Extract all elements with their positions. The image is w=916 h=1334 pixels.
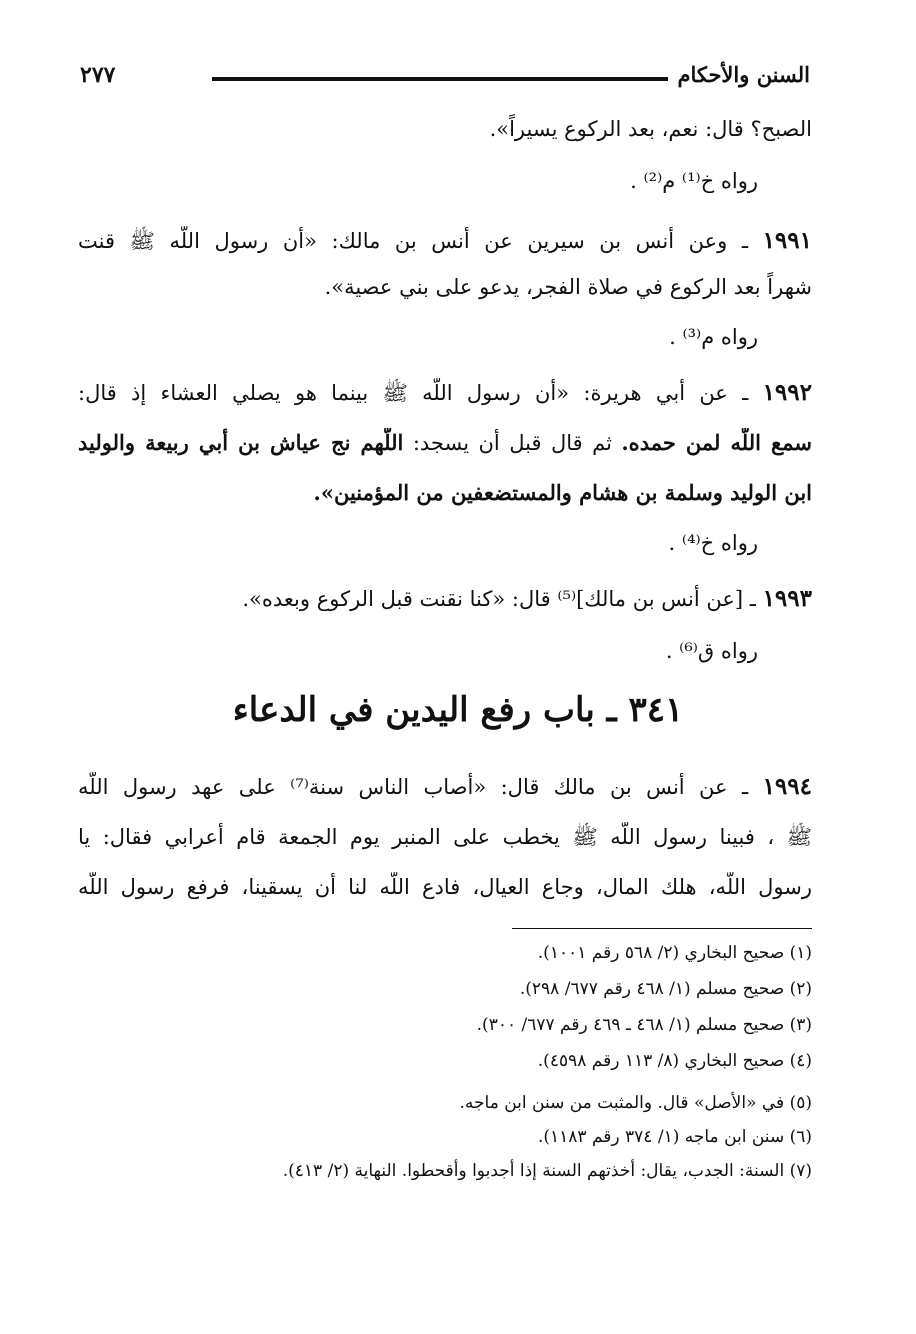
hadith-1994-line-2: ﷺ ، فبينا رسول اللّه ﷺ يخطب على المنبر يوم الجمعة قام أعرابي فقال: يا	[78, 825, 812, 849]
footnote-4: (٤) صحيح البخاري (٨/ ١١٣ رقم ٤٥٩٨).	[537, 1051, 812, 1071]
hadith-1991-line-2: شهراً بعد الركوع في صلاة الفجر، يدعو على بني عصية».	[324, 275, 812, 299]
footnote-1: (١) صحيح البخاري (٢/ ٥٦٨ رقم ١٠٠١).	[537, 943, 812, 963]
hadith-text: ثم قال قبل أن يسجد:	[412, 431, 612, 455]
footnote-5: (٥) في «الأصل» قال. والمثبت من سنن ابن ماجه.	[459, 1093, 812, 1113]
footnote-3: (٣) صحيح مسلم (١/ ٤٦٨ ـ ٤٦٩ رقم ٦٧٧/ ٣٠٠).	[476, 1015, 812, 1035]
text-line: الصبح؟ قال: نعم، بعد الركوع يسيراً».	[489, 117, 812, 141]
hadith-text: ـ وعن أنس بن سيرين عن أنس بن مالك: «أن رسول اللّه ﷺ قنت	[78, 229, 748, 253]
chapter-heading: ٣٤١ ـ باب رفع اليدين في الدعاء	[232, 690, 684, 730]
hadith-1994-line-1	[78, 772, 812, 802]
page-number: ٢٧٧	[80, 62, 116, 88]
header-rule	[212, 77, 668, 81]
hadith-1992-line-3: ابن الوليد وسلمة بن هشام والمستضعفين من المؤمنين».	[313, 480, 812, 505]
hadith-text: ـ [عن أنس بن مالك]⁽⁵⁾ قال: «كنا نقنت قبل الركوع وبعده».	[242, 587, 756, 611]
hadith-1992-line-1	[78, 378, 812, 408]
hadith-number: ١٩٩٤	[762, 773, 812, 800]
hadith-number: ١٩٩٢	[762, 379, 812, 406]
page-header	[80, 58, 810, 92]
hadith-1992-line-2	[78, 428, 812, 458]
running-title: السنن والأحكام	[677, 62, 810, 87]
riwayah-line: رواه ق⁽⁶⁾ .	[665, 639, 758, 663]
riwayah-line: رواه م⁽³⁾ .	[669, 325, 758, 349]
hadith-1994-line-3: رسول اللّه، هلك المال، وجاع العيال، فادع اللّه لنا أن يسقينا، فرفع رسول اللّه	[78, 875, 812, 899]
footnote-separator	[512, 928, 812, 929]
footnote-2: (٢) صحيح مسلم (١/ ٤٦٨ رقم ٦٧٧/ ٢٩٨).	[519, 979, 812, 999]
bold-phrase: اللّهم نج عياش بن أبي ربيعة والوليد	[78, 430, 404, 455]
hadith-text: ـ عن أنس بن مالك قال: «أصاب الناس سنة⁽⁷⁾ على عهد رسول اللّه	[78, 775, 749, 799]
hadith-1993-line-1	[78, 584, 812, 614]
riwayah-line: رواه خ⁽⁴⁾ .	[668, 531, 758, 555]
hadith-1991-line-1	[78, 226, 812, 256]
bold-phrase: سمع اللّه لمن حمده.	[621, 430, 812, 455]
hadith-text: ـ عن أبي هريرة: «أن رسول اللّه ﷺ بينما هو يصلي العشاء إذ قال:	[78, 381, 749, 405]
riwayah-line: رواه خ⁽¹⁾ م⁽²⁾ .	[630, 169, 758, 193]
footnote-6: (٦) سنن ابن ماجه (١/ ٣٧٤ رقم ١١٨٣).	[537, 1127, 812, 1147]
footnote-7: (٧) السنة: الجدب، يقال: أخذتهم السنة إذا أجدبوا وأقحطوا. النهاية (٢/ ٤١٣).	[282, 1161, 812, 1181]
hadith-number: ١٩٩٣	[762, 585, 812, 612]
hadith-number: ١٩٩١	[762, 227, 812, 254]
